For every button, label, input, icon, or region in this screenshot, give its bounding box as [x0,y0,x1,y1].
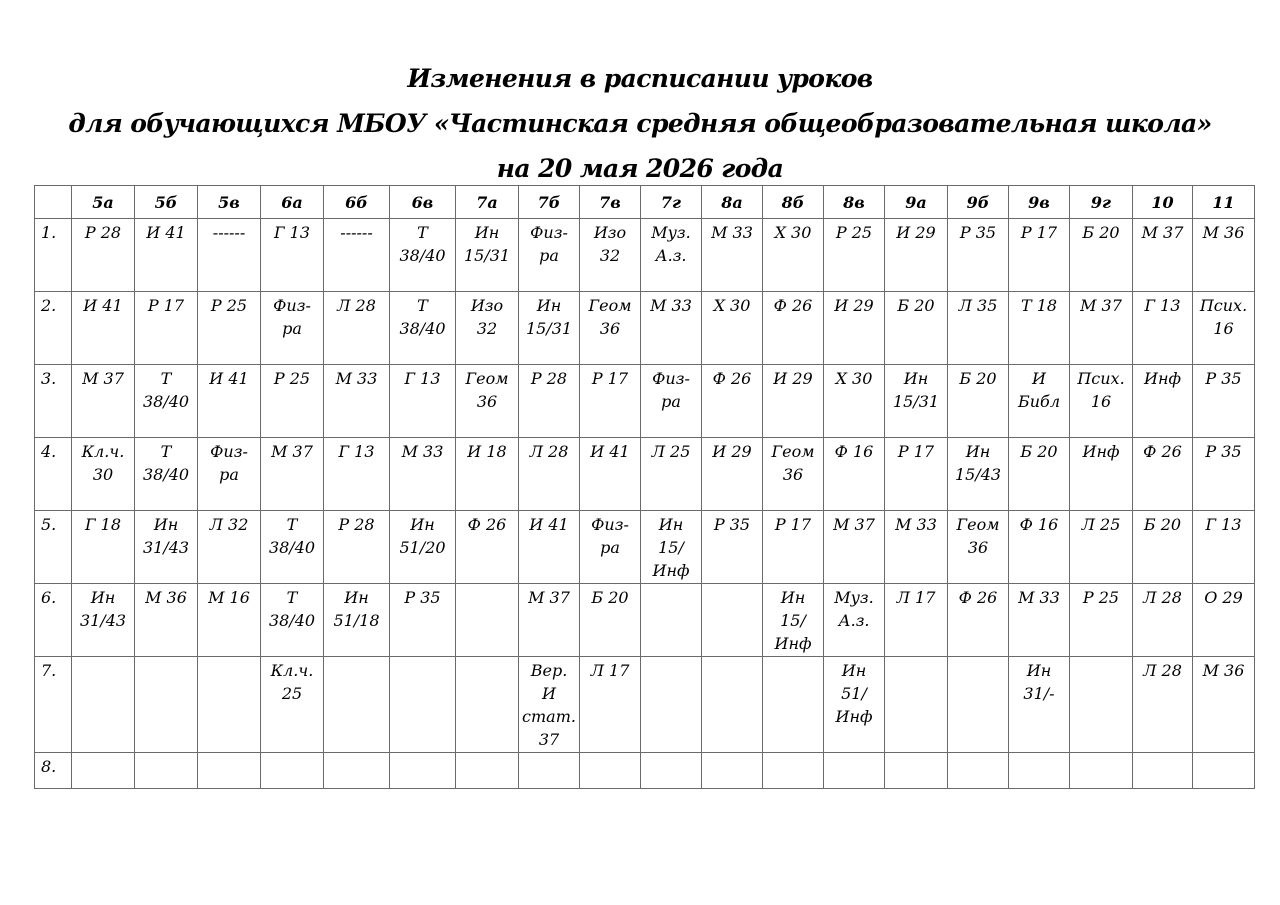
lesson-cell: Л 28 [324,292,390,365]
lesson-cell: М 36 [1193,657,1255,753]
lesson-cell: Физ- ра [580,511,641,584]
class-header: 6б [324,186,390,219]
lesson-cell: Т 38/40 [135,438,198,511]
lesson-cell: Г 13 [261,219,324,292]
lesson-cell: Кл.ч. 25 [261,657,324,753]
lesson-cell: М 33 [702,219,763,292]
table-row [35,219,1255,292]
lesson-cell: Б 20 [885,292,948,365]
lesson-cell [72,657,135,753]
lesson-cell: И 41 [135,219,198,292]
lesson-cell [324,657,390,753]
lesson-cell: Т 38/40 [261,584,324,657]
lesson-cell [390,657,456,753]
lesson-cell [135,657,198,753]
class-header: 7г [641,186,702,219]
lesson-cell: Л 25 [641,438,702,511]
lesson-cell: Ин 15/ Инф [763,584,824,657]
lesson-cell: Б 20 [580,584,641,657]
lesson-cell: М 33 [641,292,702,365]
lesson-cell [1070,753,1133,789]
lesson-cell [885,657,948,753]
lesson-cell: Л 17 [885,584,948,657]
lesson-cell: Ин 15/43 [948,438,1009,511]
class-header: 9в [1009,186,1070,219]
lesson-cell: М 33 [885,511,948,584]
lesson-number: 4. [35,438,72,511]
lesson-cell [72,753,135,789]
class-header: 5в [198,186,261,219]
lesson-cell: Вер. И стат. 37 [519,657,580,753]
lesson-cell: Г 18 [72,511,135,584]
lesson-cell: Р 25 [261,365,324,438]
lesson-cell: Р 17 [580,365,641,438]
class-header: 8в [824,186,885,219]
table-row [35,365,1255,438]
lesson-cell: М 37 [519,584,580,657]
lesson-cell: Р 17 [135,292,198,365]
lesson-cell: Л 17 [580,657,641,753]
lesson-cell: И 41 [580,438,641,511]
lesson-cell: И 29 [885,219,948,292]
class-header: 6в [390,186,456,219]
lesson-cell: Л 28 [519,438,580,511]
lesson-cell: Р 17 [763,511,824,584]
lesson-cell: Ф 26 [1133,438,1193,511]
lesson-cell: Р 35 [1193,438,1255,511]
corner-cell [35,186,72,219]
lesson-cell [763,753,824,789]
lesson-number: 6. [35,584,72,657]
class-header: 7в [580,186,641,219]
lesson-cell: Р 28 [324,511,390,584]
lesson-cell: И 18 [456,438,519,511]
lesson-cell: Физ- ра [261,292,324,365]
lesson-cell: Р 28 [519,365,580,438]
lesson-cell: М 33 [1009,584,1070,657]
lesson-cell [390,753,456,789]
lesson-cell: Б 20 [948,365,1009,438]
class-header: 9г [1070,186,1133,219]
lesson-cell [580,753,641,789]
class-header: 9б [948,186,1009,219]
lesson-cell [456,753,519,789]
lesson-cell: Физ- ра [198,438,261,511]
lesson-cell: И 41 [198,365,261,438]
lesson-cell: И 41 [72,292,135,365]
lesson-cell: Б 20 [1133,511,1193,584]
lesson-cell: И Библ [1009,365,1070,438]
lesson-cell [456,584,519,657]
lesson-cell: Геом 36 [580,292,641,365]
lesson-cell [198,753,261,789]
lesson-cell [702,753,763,789]
lesson-cell [948,657,1009,753]
lesson-cell: Ин 15/31 [519,292,580,365]
lesson-cell: М 37 [261,438,324,511]
lesson-cell: Б 20 [1009,438,1070,511]
lesson-cell [135,753,198,789]
lesson-cell: Х 30 [824,365,885,438]
lesson-cell: Ин 51/ Инф [824,657,885,753]
title-line-2: для обучающихся МБОУ «Частинская средняя общеобразовательная школа» [68,109,1212,138]
lesson-cell: И 29 [763,365,824,438]
class-header: 10 [1133,186,1193,219]
lesson-cell: Х 30 [702,292,763,365]
lesson-cell: Ин 31/43 [135,511,198,584]
lesson-cell: И 29 [824,292,885,365]
lesson-cell [641,753,702,789]
lesson-cell: Инф [1133,365,1193,438]
lesson-cell [824,753,885,789]
lesson-cell: Изо 32 [456,292,519,365]
class-header: 8б [763,186,824,219]
lesson-cell: М 33 [324,365,390,438]
lesson-cell: Ф 16 [1009,511,1070,584]
class-header: 8а [702,186,763,219]
lesson-cell: ------ [324,219,390,292]
lesson-cell: Б 20 [1070,219,1133,292]
lesson-cell: Ин 15/ Инф [641,511,702,584]
lesson-cell [641,657,702,753]
lesson-cell [198,657,261,753]
lesson-cell: Г 13 [1133,292,1193,365]
title-line-3: на 20 мая 2026 года [496,154,784,183]
lesson-cell: Ф 26 [456,511,519,584]
class-header: 7б [519,186,580,219]
table-row [35,438,1255,511]
lesson-cell: М 36 [135,584,198,657]
lesson-cell: М 37 [824,511,885,584]
lesson-cell: Псих. 16 [1070,365,1133,438]
lesson-number: 3. [35,365,72,438]
class-header: 5б [135,186,198,219]
lesson-cell: Ф 16 [824,438,885,511]
lesson-cell [1009,753,1070,789]
lesson-cell [456,657,519,753]
lesson-cell: Р 25 [198,292,261,365]
lesson-cell: Т 38/40 [135,365,198,438]
table-row [35,511,1255,584]
lesson-cell [763,657,824,753]
lesson-cell: Т 18 [1009,292,1070,365]
lesson-cell: Геом 36 [763,438,824,511]
lesson-cell: Р 17 [885,438,948,511]
lesson-cell: Г 13 [1193,511,1255,584]
class-header: 5а [72,186,135,219]
lesson-cell: Ф 26 [948,584,1009,657]
header-row [35,186,1255,219]
lesson-cell [948,753,1009,789]
lesson-cell: Р 28 [72,219,135,292]
lesson-cell: Физ- ра [519,219,580,292]
lesson-cell: Ин 31/43 [72,584,135,657]
lesson-cell: Р 35 [948,219,1009,292]
lesson-cell: Т 38/40 [390,292,456,365]
lesson-cell: Ф 26 [763,292,824,365]
lesson-cell: М 33 [390,438,456,511]
lesson-cell: М 36 [1193,219,1255,292]
lesson-cell: Ин 31/- [1009,657,1070,753]
lesson-cell: ------ [198,219,261,292]
lesson-cell: О 29 [1193,584,1255,657]
lesson-cell: Инф [1070,438,1133,511]
lesson-number: 2. [35,292,72,365]
lesson-cell: М 16 [198,584,261,657]
lesson-number: 5. [35,511,72,584]
lesson-number: 8. [35,753,72,789]
lesson-cell: Л 25 [1070,511,1133,584]
lesson-cell [261,753,324,789]
lesson-cell: Ин 51/20 [390,511,456,584]
lesson-cell: Х 30 [763,219,824,292]
lesson-number: 1. [35,219,72,292]
lesson-cell [1193,753,1255,789]
table-row [35,584,1255,657]
lesson-cell [641,584,702,657]
lesson-cell [885,753,948,789]
class-header: 7а [456,186,519,219]
lesson-cell: Ин 51/18 [324,584,390,657]
lesson-cell [519,753,580,789]
lesson-cell: Геом 36 [948,511,1009,584]
lesson-cell [702,584,763,657]
lesson-cell: Р 25 [1070,584,1133,657]
lesson-cell: Изо 32 [580,219,641,292]
lesson-cell [702,657,763,753]
table-row [35,292,1255,365]
lesson-cell: М 37 [72,365,135,438]
lesson-cell [1133,753,1193,789]
lesson-cell: Г 13 [324,438,390,511]
lesson-cell: Р 17 [1009,219,1070,292]
class-header: 6а [261,186,324,219]
lesson-cell: Г 13 [390,365,456,438]
class-header: 9а [885,186,948,219]
lesson-number: 7. [35,657,72,753]
lesson-cell: Псих. 16 [1193,292,1255,365]
lesson-cell: Геом 36 [456,365,519,438]
schedule-table [34,185,1255,789]
lesson-cell: Л 32 [198,511,261,584]
lesson-cell: И 29 [702,438,763,511]
lesson-cell: Т 38/40 [390,219,456,292]
lesson-cell [1070,657,1133,753]
lesson-cell: Ин 15/31 [885,365,948,438]
title-line-1: Изменения в расписании уроков [407,64,873,93]
table-row [35,753,1255,789]
lesson-cell: Ин 15/31 [456,219,519,292]
lesson-cell: М 37 [1070,292,1133,365]
lesson-cell: Л 28 [1133,657,1193,753]
lesson-cell: Муз. А.з. [641,219,702,292]
lesson-cell: Л 28 [1133,584,1193,657]
lesson-cell: Р 35 [390,584,456,657]
lesson-cell: Р 25 [824,219,885,292]
lesson-cell: Р 35 [702,511,763,584]
lesson-cell: Т 38/40 [261,511,324,584]
lesson-cell: Кл.ч. 30 [72,438,135,511]
table-row [35,657,1255,753]
lesson-cell: Муз. А.з. [824,584,885,657]
document-title [0,56,1280,191]
lesson-cell: Р 35 [1193,365,1255,438]
lesson-cell: Физ- ра [641,365,702,438]
lesson-cell: М 37 [1133,219,1193,292]
lesson-cell: И 41 [519,511,580,584]
lesson-cell: Л 35 [948,292,1009,365]
class-header: 11 [1193,186,1255,219]
lesson-cell [324,753,390,789]
lesson-cell: Ф 26 [702,365,763,438]
